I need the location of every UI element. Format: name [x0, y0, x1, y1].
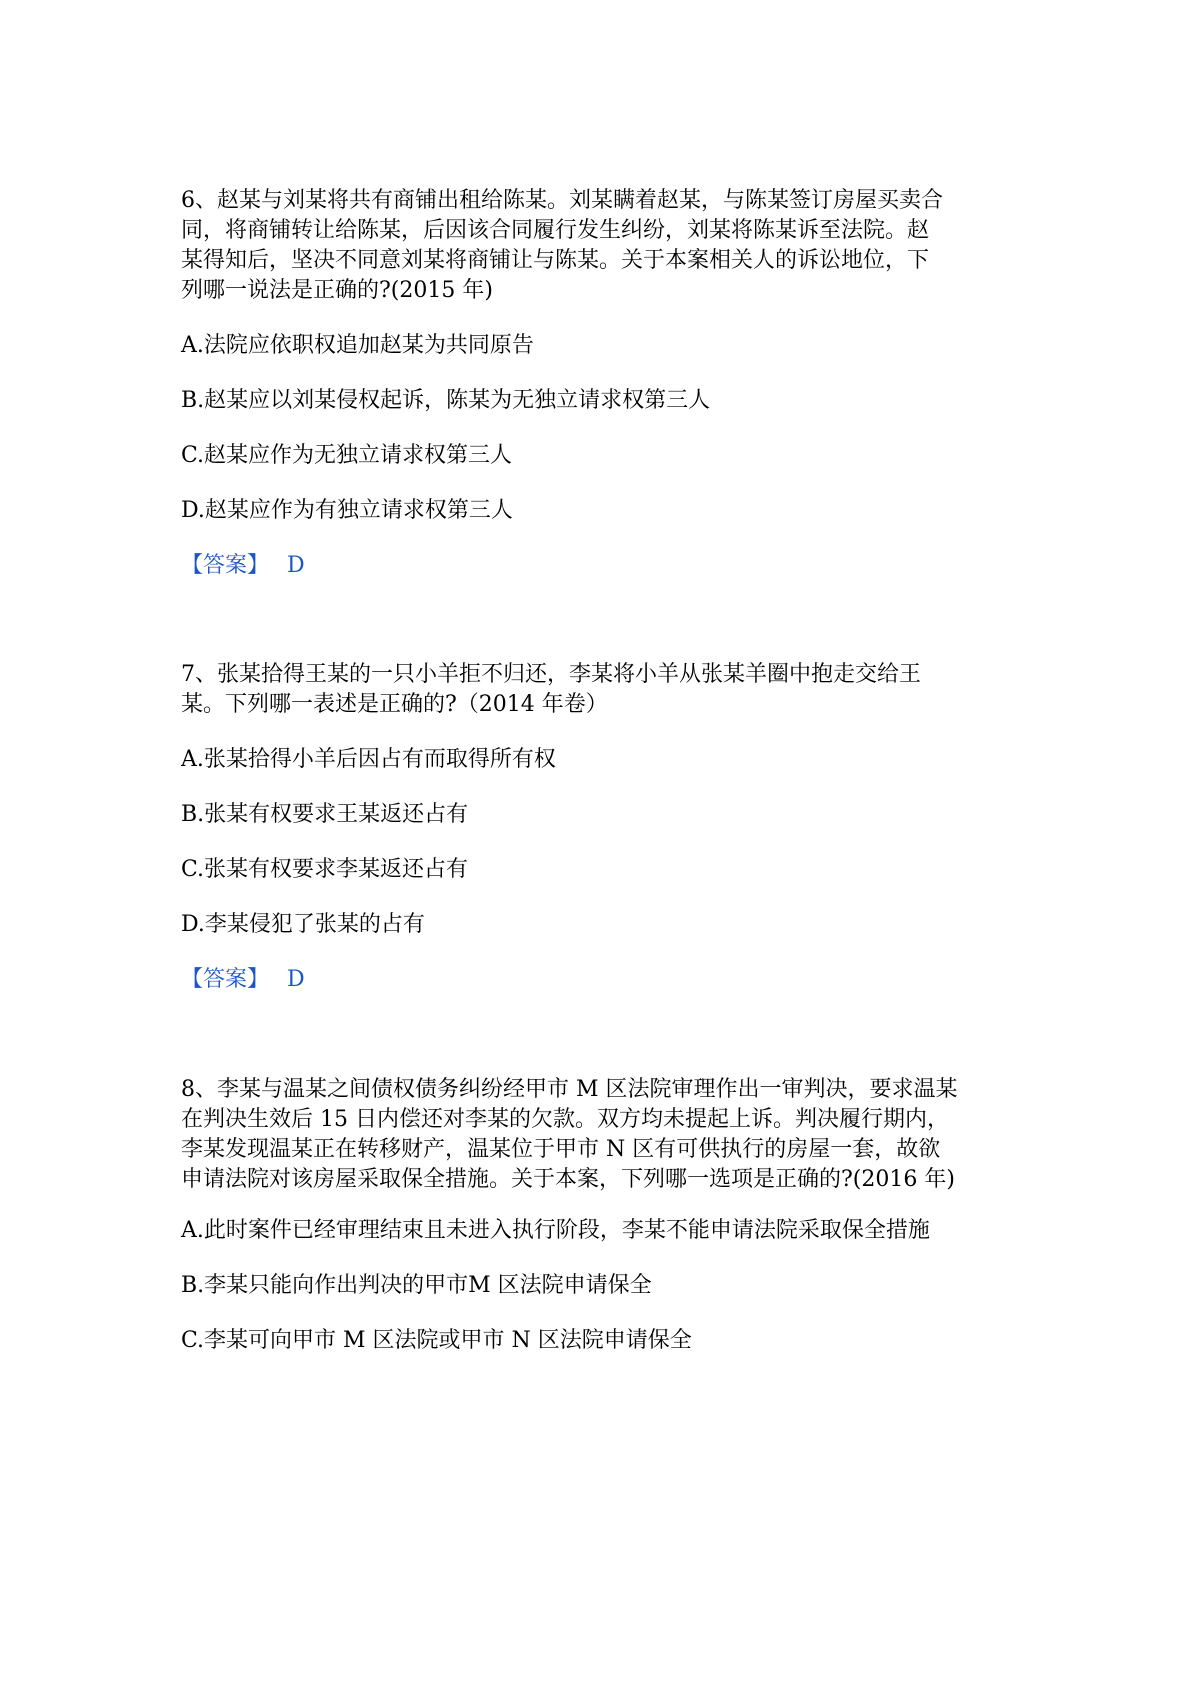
question-6-option-c: C.赵某应作为无独立请求权第三人 [181, 443, 513, 468]
answer-value: D [287, 553, 305, 578]
question-7-option-c: C.张某有权要求李某返还占有 [181, 857, 469, 882]
stem-line: 李某发现温某正在转移财产，温某位于甲市 N 区有可供执行的房屋一套，故欲 [181, 1137, 941, 1162]
question-8-option-c: C.李某可向甲市 M 区法院或甲市 N 区法院申请保全 [181, 1328, 692, 1353]
question-8-option-a: A.此时案件已经审理结束且未进入执行阶段，李某不能申请法院采取保全措施 [181, 1218, 930, 1243]
answer-label: 【答案】 [181, 553, 270, 578]
answer-label: 【答案】 [181, 967, 270, 992]
stem-line: 6、赵某与刘某将共有商铺出租给陈某。刘某瞒着赵某，与陈某签订房屋买卖合 [181, 188, 943, 213]
question-6-option-d: D.赵某应作为有独立请求权第三人 [181, 498, 513, 523]
stem-line: 7、张某拾得王某的一只小羊拒不归还，李某将小羊从张某羊圈中抱走交给王 [181, 662, 921, 687]
question-8-option-b: B.李某只能向作出判决的甲市M 区法院申请保全 [181, 1273, 652, 1298]
stem-line: 某。下列哪一表述是正确的?（2014 年卷） [181, 692, 608, 717]
stem-line: 8、李某与温某之间债权债务纠纷经甲市 M 区法院审理作出一审判决，要求温某 [181, 1077, 958, 1102]
question-8-stem [181, 1075, 1021, 1195]
question-7-answer [181, 965, 1021, 995]
question-6-answer [181, 551, 1021, 581]
stem-line: 在判决生效后 15 日内偿还对李某的欠款。双方均未提起上诉。判决履行期内， [181, 1107, 949, 1132]
question-7-stem [181, 660, 1021, 720]
question-6-option-a: A.法院应依职权追加赵某为共同原告 [181, 333, 534, 358]
question-7-option-a: A.张某拾得小羊后因占有而取得所有权 [181, 747, 556, 772]
stem-line: 申请法院对该房屋采取保全措施。关于本案，下列哪一选项是正确的?(2016 年) [181, 1167, 955, 1192]
stem-line: 同，将商铺转让给陈某，后因该合同履行发生纠纷，刘某将陈某诉至法院。赵 [181, 218, 930, 243]
question-7-option-d: D.李某侵犯了张某的占有 [181, 912, 425, 937]
question-6-option-b: B.赵某应以刘某侵权起诉，陈某为无独立请求权第三人 [181, 388, 711, 413]
stem-line: 列哪一说法是正确的?(2015 年) [181, 278, 493, 303]
question-7-option-b: B.张某有权要求王某返还占有 [181, 802, 469, 827]
question-6-stem [181, 186, 1021, 306]
answer-value: D [287, 967, 305, 992]
stem-line: 某得知后，坚决不同意刘某将商铺让与陈某。关于本案相关人的诉讼地位，下 [181, 248, 930, 273]
